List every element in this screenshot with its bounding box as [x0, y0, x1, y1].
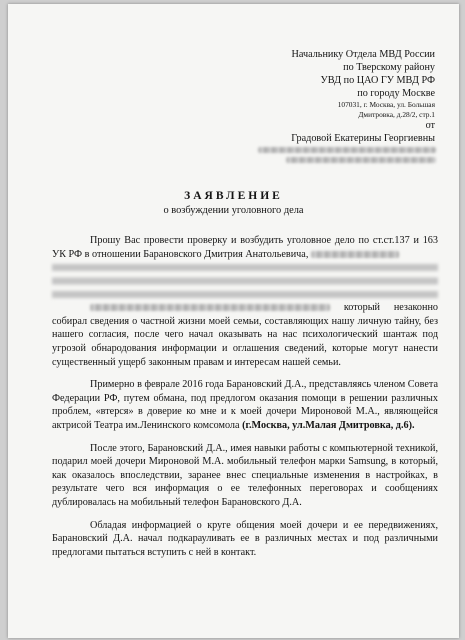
redaction-mark [258, 147, 436, 153]
redaction-mark [286, 157, 436, 163]
addressee-line-2: по Тверскому району [343, 62, 435, 73]
paragraph-1-start: Прошу Вас провести проверку и возбудить уголовное дело по ст.ст.137 и 163 УК РФ в отношении Барановского Дмитрия Анатольевича, [52, 235, 438, 260]
addressee-line-4: по городу Москве [357, 88, 435, 99]
redacted-text-block [52, 261, 438, 301]
sender-name: Градовой Екатерины Георгиевны [291, 133, 435, 144]
addressee-line-3: УВД по ЦАО ГУ МВД РФ [320, 75, 435, 86]
address-line-2: Дмитровка, д.28/2, стр.1 [358, 109, 435, 119]
paragraph-2-address: (г.Москва, ул.Малая Дмитровка, д.6). [242, 419, 415, 431]
paragraph-4: Обладая информацией о круге общения моей дочери и ее передвижениях, Барановский Д.А. начал подкарауливать ее в различных местах и под различными предлогами пытаться вступить с ней в контакт. [52, 519, 438, 558]
redaction-mark [311, 251, 399, 258]
document-body [52, 234, 438, 568]
sender-contact-redacted [258, 144, 438, 166]
addressee-block [215, 48, 435, 145]
paragraph-2 [52, 378, 438, 432]
paragraph-1-continued [52, 301, 438, 369]
document-subtitle: о возбуждении уголовного дела [163, 205, 304, 216]
from-label: от [425, 120, 435, 131]
address-line-1: 107031, г. Москва, ул. Большая [337, 100, 435, 109]
redaction-mark [90, 304, 330, 311]
paragraph-2-start: Примерно в феврале 2016 года Барановский Д.А., представляясь членом Совета Федерации РФ, путем обмана, под предлогом оказания помощи в решении различных проблем, «втерся» в доверие ко мне и к моей дочери Мироновой М.А., являющейся актрисой Театра им.Ленинского комсомола [52, 379, 438, 431]
paragraph-1 [52, 234, 438, 261]
paragraph-1-end: который незаконно собирал сведения о частной жизни моей семьи, составляющих нашу личную тайну, без нашего согласия, после чего начал оказывать на нас психологический шантаж под угрозой обнародования информации и оглашения сведений, которые могут нанести существенный ущерб законным правам и интересам нашей семьи. [52, 302, 438, 368]
document-title: ЗАЯВЛЕНИЕ [184, 190, 283, 202]
document-page [8, 4, 459, 638]
paragraph-3: После этого, Барановский Д.А., имея навыки работы с компьютерной техникой, подарил моей дочери Мироновой М.А. мобильный телефон марки Samsung, в который, как оказалось впоследствии, заранее внес специальные изменения в настройках, в результате чего вся информация о ее телефонных переговорах и сообщениях дублировалась на мобильный телефон Барановского Д.А. [52, 442, 438, 508]
addressee-line-1: Начальнику Отдела МВД России [291, 49, 435, 60]
